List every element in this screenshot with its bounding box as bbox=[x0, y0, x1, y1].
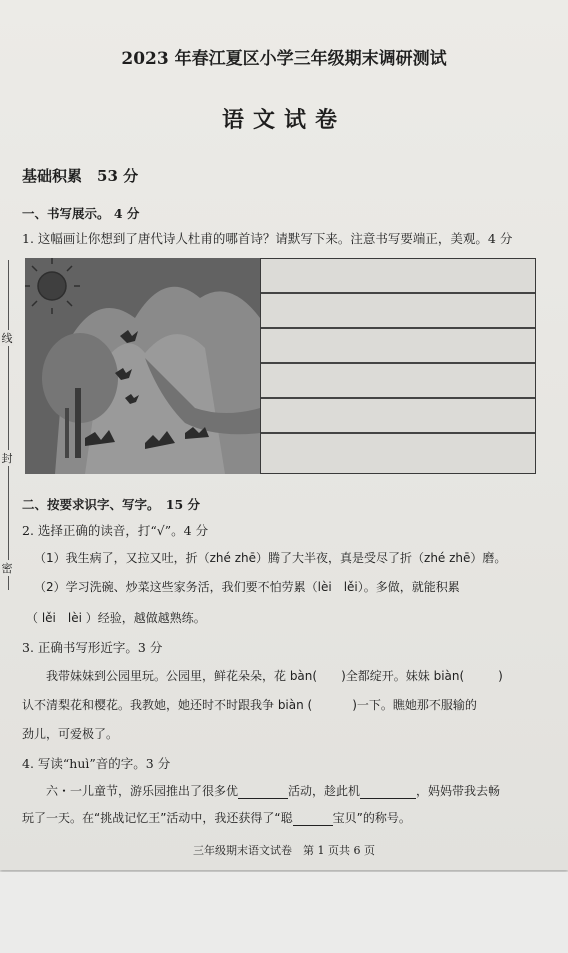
page-footer: 三年级期末语文试卷 第 1 页共 6 页 bbox=[193, 844, 375, 857]
question-2-line-3: （ lěi lèi ）经验，越做越熟练。 bbox=[26, 611, 206, 625]
question-3-line-1 bbox=[46, 667, 503, 684]
question-3-text: )全都绽开。妹妹 biàn( bbox=[341, 669, 465, 683]
writing-line bbox=[261, 327, 535, 329]
question-3-text: 我带妹妹到公园里玩。公园里，鲜花朵朵，花 bàn( bbox=[46, 669, 318, 683]
binding-char-secret: 密 bbox=[1, 562, 13, 575]
question-4-text: 宝贝”的称号。 bbox=[332, 811, 411, 825]
binding-char-line: 线 bbox=[1, 332, 13, 345]
answer-blank[interactable] bbox=[293, 813, 333, 826]
question-4: 4. 写读“huì”音的字。3 分 bbox=[22, 756, 171, 771]
binding-char-seal: 封 bbox=[1, 452, 13, 465]
question-4-line-2 bbox=[22, 809, 411, 826]
question-4-line-1 bbox=[46, 782, 500, 799]
question-3-text: )一下。瞧她那不服输的 bbox=[352, 698, 477, 712]
question-1: 1. 这幅画让你想到了唐代诗人杜甫的哪首诗？请默写下来。注意书写要端正，美观。4 分 bbox=[22, 231, 513, 246]
paper-title: 语文试卷 bbox=[221, 107, 346, 133]
binding-line bbox=[8, 260, 9, 590]
question-4-text: 活动，趁此机 bbox=[288, 784, 361, 798]
question-3: 3. 正确书写形近字。3 分 bbox=[22, 640, 163, 655]
exam-title: 2023 年春江夏区小学三年级期末调研测试 bbox=[121, 49, 447, 69]
question-3-text: 认不清梨花和樱花。我教她，她还时不时跟我争 biàn ( bbox=[22, 698, 313, 712]
question-4-text: 六・一儿童节，游乐园推出了很多优 bbox=[46, 784, 239, 798]
writing-line bbox=[261, 397, 535, 399]
question-2-line-1: （1）我生病了，又拉又吐，折（zhé zhē）腾了大半夜，真是受尽了折（zhé zhē）磨。 bbox=[34, 551, 507, 565]
landscape-painting bbox=[25, 258, 260, 474]
answer-blank[interactable] bbox=[238, 786, 288, 799]
part1-heading: 一、书写展示。 4 分 bbox=[22, 206, 140, 221]
question-3-line-3: 劲儿，可爱极了。 bbox=[22, 727, 119, 741]
question-3-text: ) bbox=[498, 669, 503, 683]
writing-line bbox=[261, 432, 535, 434]
poem-writing-box[interactable] bbox=[260, 258, 536, 474]
section-heading: 基础积累 53 分 bbox=[22, 167, 139, 185]
question-4-text: ，妈妈带我去畅 bbox=[416, 784, 501, 798]
painting-illustration bbox=[25, 258, 260, 474]
writing-line bbox=[261, 362, 535, 364]
background-area bbox=[0, 872, 568, 953]
answer-blank[interactable] bbox=[360, 786, 416, 799]
part2-heading: 二、按要求识字、写字。 15 分 bbox=[22, 497, 200, 512]
question-2: 2. 选择正确的读音，打“√”。4 分 bbox=[22, 523, 209, 538]
question-2-line-2: （2）学习洗碗、炒菜这些家务活，我们要不怕劳累（lèi lěi）。多做，就能积累 bbox=[34, 580, 460, 594]
question-4-text: 玩了一天。在“挑战记忆王”活动中，我还获得了“聪 bbox=[22, 811, 293, 825]
question-3-line-2 bbox=[22, 696, 477, 713]
writing-line bbox=[261, 292, 535, 294]
